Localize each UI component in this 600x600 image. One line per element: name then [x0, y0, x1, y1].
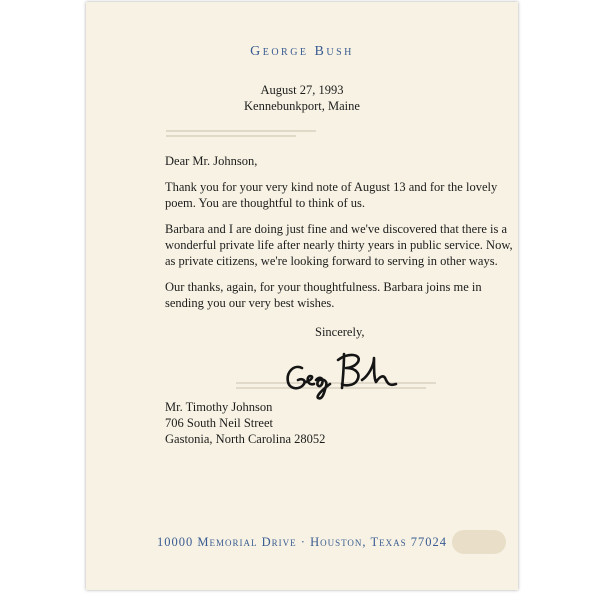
recipient-city: Gastonia, North Carolina 28052 [165, 432, 326, 446]
recipient-street: 706 South Neil Street [165, 416, 273, 430]
recipient-address [165, 399, 325, 447]
date-block [86, 82, 518, 114]
paragraph-3: Our thanks, again, for your thoughtfulness. Barbara joins me in sending you our very best wishes. [165, 280, 482, 310]
closing: Sincerely, [315, 325, 365, 339]
handwritten-signature [278, 346, 408, 404]
footer-address: 10000 Memorial Drive · Houston, Texas 77024 [157, 535, 447, 549]
paragraph-2: Barbara and I are doing just fine and we've discovered that there is a wonderful private life after nearly thirty years in public service. Now, as private citizens, we're looking forward to serving in other ways. [165, 222, 513, 268]
letter-body [165, 153, 515, 321]
bleed-through-text-top [166, 127, 316, 140]
paragraph-1: Thank you for your very kind note of August 13 and for the lovely poem. You are thoughtful to think of us. [165, 180, 498, 210]
letter-page [86, 2, 518, 590]
recipient-name: Mr. Timothy Johnson [165, 400, 273, 414]
letterhead-name: George Bush [250, 44, 354, 59]
letter-date: August 27, 1993 [260, 83, 344, 97]
letter-place: Kennebunkport, Maine [244, 99, 360, 113]
salutation: Dear Mr. Johnson, [165, 154, 258, 168]
